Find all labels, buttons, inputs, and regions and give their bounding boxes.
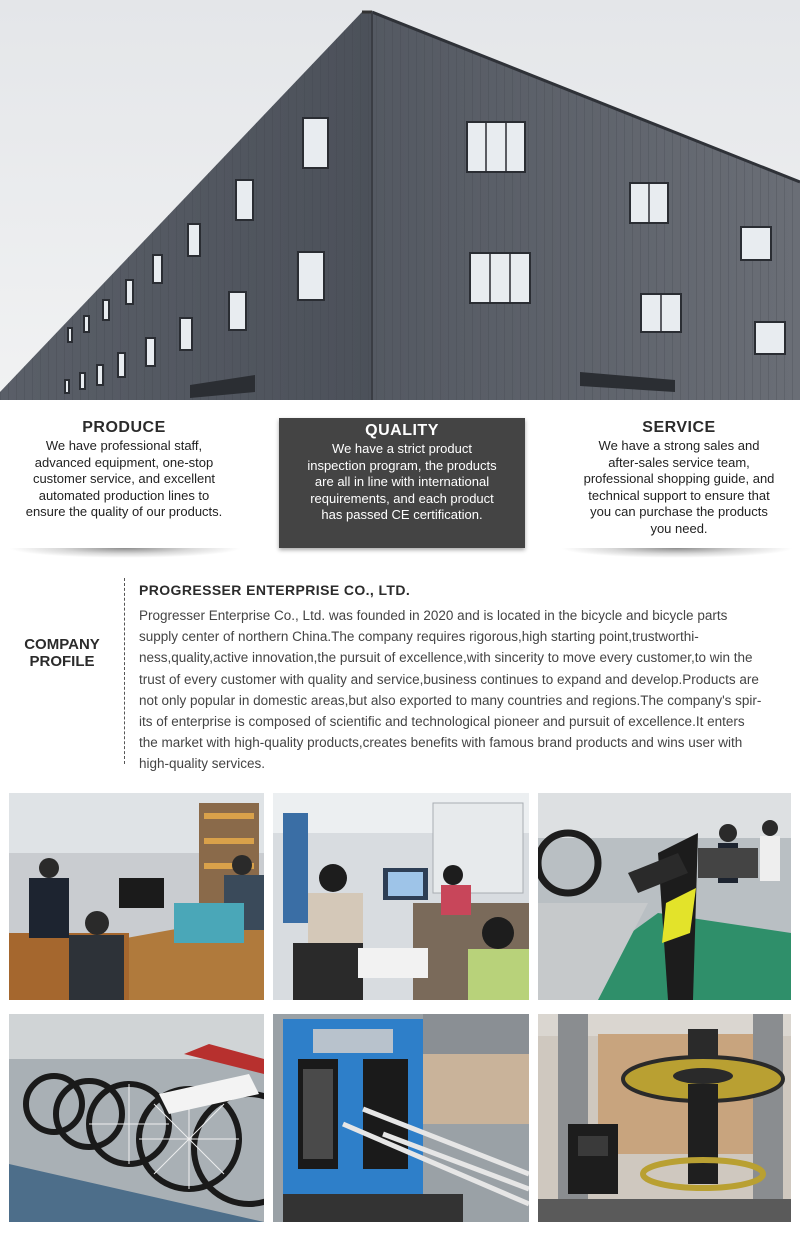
factory-building-photo [0,0,800,400]
company-description: Progresser Enterprise Co., Ltd. was founded in 2020 and is located in the bicycle and bicycle parts supply center of northern China.The company requires rigorous,high starting point,trustworthi- ness,quality,active innovation,the pursuit of excellence,with sincerity to move every customer,to win the trust of every customer with quality and service,business continues to expand and develop.Products are not only popular in domestic areas,but also exported to many countries and regions.The company's spir- its of enterprise is composed of scientific and technological pioneer and pursuit of excellence.It enters the market with high-quality products,creates benefits with famous brand products and wins user with high-quality services. [139,608,762,772]
machine-photo [273,1014,529,1222]
service-shadow [560,548,794,558]
office-photo [9,793,264,1000]
produce-feature [10,418,238,521]
quality-title: QUALITY [365,422,439,439]
service-feature [568,418,790,537]
office-workers-photo [273,793,529,1000]
produce-shadow [8,548,242,558]
profile-divider [124,578,125,764]
assembly-line-photo [538,793,791,1000]
company-name: PROGRESSER ENTERPRISE CO., LTD. [139,582,411,598]
quality-text: We have a strict product inspection program, the products are all in line with international requirements, and each product has passed CE certification. [307,441,497,522]
produce-text: We have professional staff, advanced equipment, one-stop customer service, and excellent automated production lines to ensure the quality of our products. [25,438,223,519]
features-section [0,400,800,570]
service-text: We have a strong sales and after-sales service team, professional shopping guide, and technical support to ensure that you can purchase the products you need. [583,438,775,536]
press-machine-photo [538,1014,791,1222]
produce-title: PRODUCE [82,419,166,436]
bicycle-wheels-photo [9,1014,264,1222]
company-profile-label: COMPANY PROFILE [24,636,100,670]
quality-feature [279,418,525,548]
service-title: SERVICE [642,419,716,436]
